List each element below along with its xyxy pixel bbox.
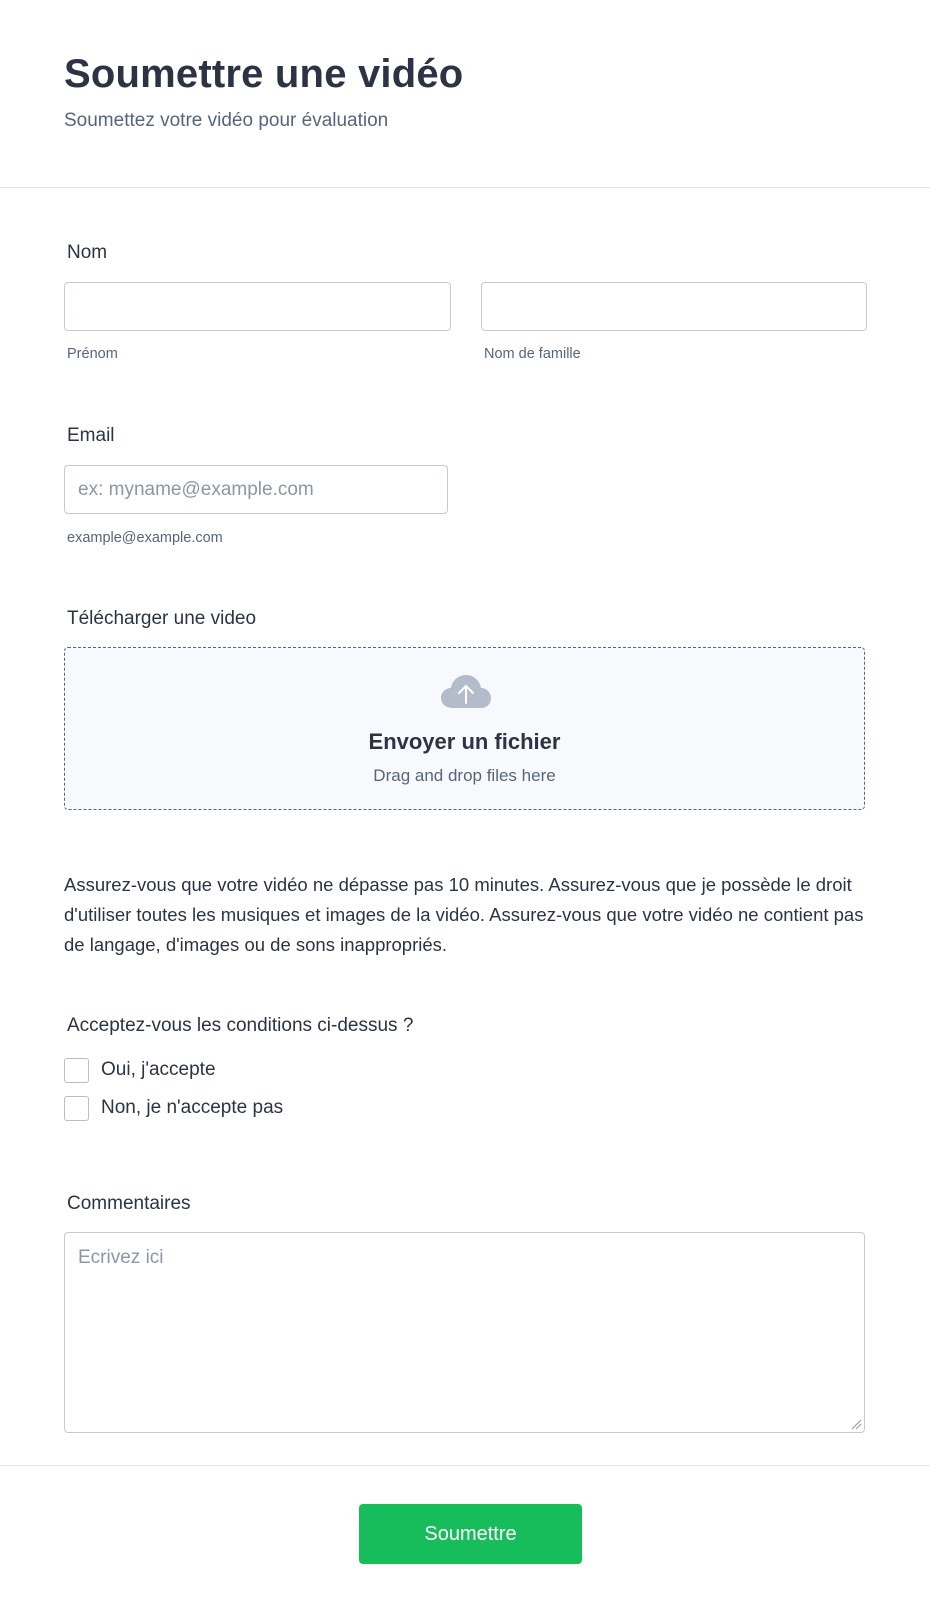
checkbox-accept[interactable] xyxy=(64,1057,216,1083)
checkbox-accept-label[interactable]: Oui, j'accepte xyxy=(101,1059,216,1080)
email-sublabel: example@example.com xyxy=(67,530,223,546)
email-label: Email xyxy=(67,425,115,446)
footer-divider xyxy=(0,1465,930,1466)
last-name-sublabel: Nom de famille xyxy=(484,346,581,362)
upload-title: Envoyer un fichier xyxy=(368,729,561,754)
resize-grip-icon[interactable] xyxy=(851,1419,862,1430)
form-header xyxy=(0,0,930,188)
last-name-input[interactable] xyxy=(481,282,867,331)
submit-button[interactable]: Soumettre xyxy=(359,1504,582,1564)
upload-label: Télécharger une video xyxy=(67,608,257,629)
terms-label: Acceptez-vous les conditions ci-dessus ? xyxy=(67,1015,414,1036)
page-subtitle: Soumettez votre vidéo pour évaluation xyxy=(64,110,389,131)
cloud-upload-icon xyxy=(441,674,491,710)
checkbox-accept-box[interactable] xyxy=(64,1058,89,1083)
checkbox-decline[interactable] xyxy=(64,1095,283,1121)
comments-textarea[interactable] xyxy=(64,1232,865,1433)
comments-label: Commentaires xyxy=(67,1193,191,1214)
email-input[interactable] xyxy=(64,465,448,514)
upload-hint: Drag and drop files here xyxy=(373,766,556,785)
terms-paragraph: Assurez-vous que votre vidéo ne dépasse pas 10 minutes. Assurez-vous que je possède le droit d'utiliser toutes les musiques et images de la vidéo. Assurez-vous que votre vidéo ne contient pas de langage, d'images ou de sons inappropriés. xyxy=(64,874,864,955)
first-name-input[interactable] xyxy=(64,282,451,331)
checkbox-decline-label[interactable]: Non, je n'accepte pas xyxy=(101,1097,284,1118)
checkbox-decline-box[interactable] xyxy=(64,1096,89,1121)
file-upload-dropzone[interactable] xyxy=(64,647,865,810)
first-name-sublabel: Prénom xyxy=(67,346,118,362)
name-label: Nom xyxy=(67,242,108,263)
page-title: Soumettre une vidéo xyxy=(64,52,464,96)
